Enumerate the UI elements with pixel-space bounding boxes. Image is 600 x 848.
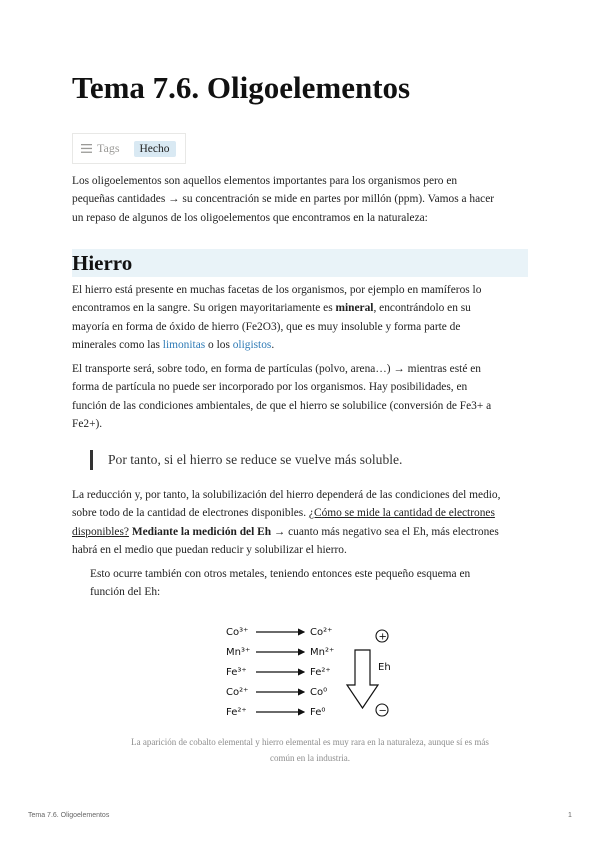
link-oligistos[interactable]: oligistos: [232, 339, 272, 352]
tags-property[interactable]: [72, 133, 186, 164]
text-line: El hierro está presente en muchas facetas de los organismos, por ejemplo en mamíferos lo: [72, 284, 482, 296]
paragraph-other-metals: [90, 565, 530, 602]
reactant-label: Co³⁺: [226, 627, 249, 638]
text-line: La reducción y, por tanto, la solubilización del hierro dependerá de las condiciones del medio,: [72, 489, 501, 501]
text-line: mayoría en forma de óxido de hierro (Fe2O3), que es muy insoluble y forma parte de: [72, 320, 461, 333]
text-line: [72, 523, 532, 541]
text-span: o los: [205, 339, 233, 352]
paragraph-reduction: [72, 486, 532, 560]
text-line: [72, 299, 532, 317]
minus-sign: −: [378, 705, 387, 717]
diagram-row: [226, 667, 331, 678]
paragraph-transport: [72, 360, 532, 434]
product-label: Mn²⁺: [310, 647, 335, 658]
page-title: Tema 7.6. Oligoelementos: [72, 70, 411, 105]
caption-line: común en la industria.: [270, 753, 350, 763]
product-label: Fe⁰: [310, 707, 326, 718]
text-line: [72, 504, 532, 522]
bold-eh: Mediante la medición del Eh: [131, 525, 272, 538]
text-line: habrá en el medio que puedan reducir y solubilizar el hierro.: [72, 544, 347, 557]
reactant-label: Fe²⁺: [226, 707, 247, 718]
page-number: 1: [568, 812, 572, 819]
tag-badge[interactable]: Hecho: [134, 141, 176, 157]
reactant-label: Co²⁺: [226, 687, 249, 698]
text-span: , encontrándolo en su: [373, 302, 471, 315]
text-line: Fe2+).: [72, 418, 103, 431]
product-label: Co⁰: [310, 687, 328, 698]
underlined-question: disponibles?: [72, 525, 129, 538]
paragraph-origin: [72, 281, 532, 355]
eh-diagram: [220, 622, 400, 722]
text-line: [72, 336, 532, 354]
text-span: .: [271, 339, 275, 352]
text-line: Los oligoelementos son aquellos elementos importantes para los organismos pero en: [72, 175, 458, 187]
text-line: pequeñas cantidades → su concentración se mide en partes por millón (ppm). Vamos a hacer: [72, 193, 495, 206]
plus-sign: +: [378, 631, 387, 643]
tags-label-text: Tags: [97, 141, 120, 155]
footer-title: Tema 7.6. Oligoelementos: [28, 812, 110, 819]
product-label: Co²⁺: [310, 627, 333, 638]
reactant-label: Fe³⁺: [226, 667, 247, 678]
product-label: Fe²⁺: [310, 667, 331, 678]
text-line: un repaso de algunos de los oligoelementos que encontramos en la naturaleza:: [72, 211, 428, 224]
down-arrow-icon: [347, 650, 378, 708]
diagram-row: [226, 627, 332, 638]
text-line: El transporte será, sobre todo, en forma de partículas (polvo, arena…) → mientras esté en: [72, 363, 481, 375]
text-line: función del Eh:: [90, 586, 161, 599]
underlined-question: ¿Cómo se mide la cantidad de electrones: [308, 507, 495, 520]
eh-axis-label: Eh: [378, 662, 391, 673]
text-line: Esto ocurre también con otros metales, teniendo entonces este pequeño esquema en: [90, 568, 471, 580]
caption-line: La aparición de cobalto elemental y hierro elemental es muy rara en la naturaleza, aunque sí es más: [131, 737, 489, 747]
text-span: minerales como las: [72, 339, 163, 352]
list-icon: [81, 144, 92, 153]
diagram-row: [226, 707, 325, 718]
tags-label: [81, 141, 120, 156]
reactant-label: Mn³⁺: [226, 647, 251, 658]
diagram-row: [226, 647, 334, 658]
bold-mineral: mineral: [335, 302, 374, 315]
text-span: → cuanto más negativo sea el Eh, más electrones: [271, 525, 499, 538]
diagram-row: [226, 687, 327, 698]
figure-caption: [100, 734, 520, 766]
text-span: sobre todo de la cantidad de electrones disponibles.: [72, 507, 309, 520]
text-line: función de las condiciones ambientales, de que el hierro se solubilice (conversión de Fe3+ a: [72, 399, 492, 412]
link-limonitas[interactable]: limonitas: [162, 339, 206, 352]
section-heading-hierro: Hierro: [72, 249, 528, 277]
text-span: encontramos en la sangre. Su origen mayoritariamente es: [72, 302, 336, 315]
quote-block: Por tanto, si el hierro se reduce se vuelve más soluble.: [90, 450, 402, 470]
intro-paragraph: [72, 172, 532, 227]
text-line: forma de partícula no puede ser incorporado por los organismos. Hay posibilidades, en: [72, 381, 468, 394]
